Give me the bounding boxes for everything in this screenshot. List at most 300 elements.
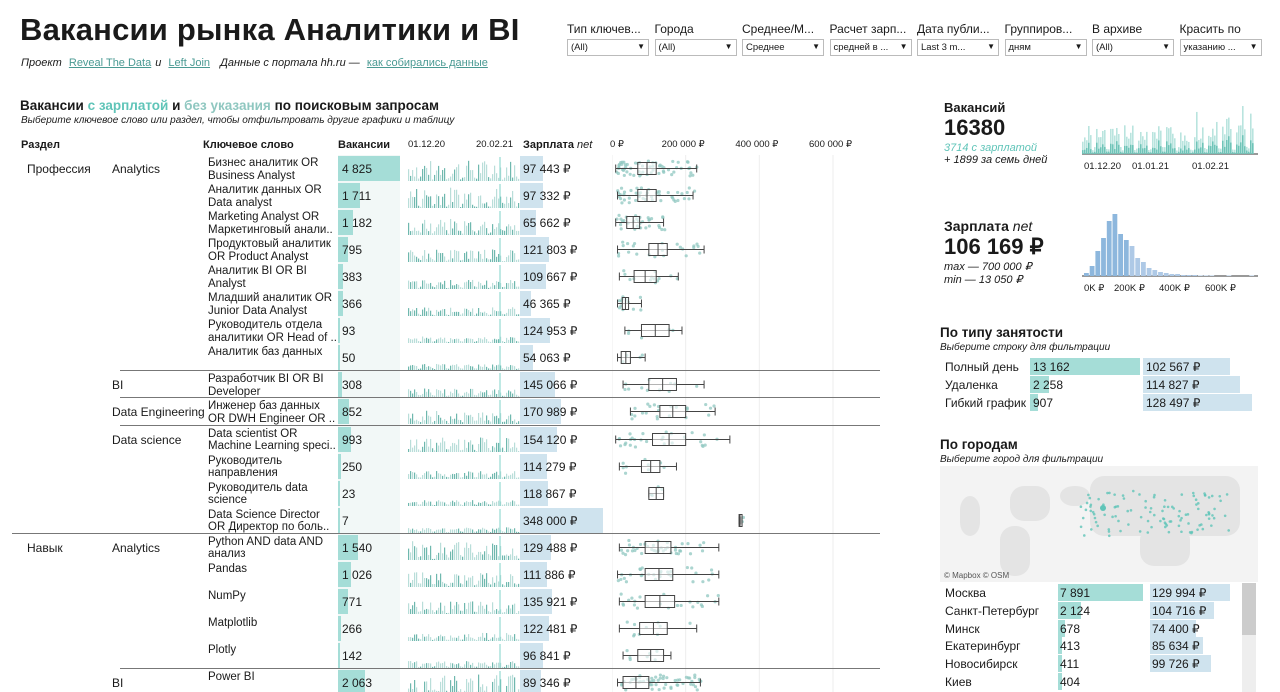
spark-bar (412, 231, 413, 235)
spark-bar (490, 504, 491, 505)
city-dot (1147, 520, 1150, 523)
spark-bar (496, 575, 497, 586)
spark-bar (424, 308, 425, 316)
spark-bar (482, 684, 483, 692)
row-keyword[interactable]: Разработчик BI OR BI Developer (208, 373, 324, 398)
vac-bar-salary (1174, 148, 1176, 154)
row-keyword[interactable]: Plotly (208, 643, 237, 656)
vac-bar-salary (1162, 152, 1164, 154)
spark-bar (486, 339, 487, 343)
vac-bar-salary (1206, 152, 1208, 154)
spark-bar (410, 339, 411, 343)
spark-bar (494, 545, 495, 560)
filter-select[interactable] (655, 39, 737, 56)
row-keyword[interactable]: Продуктовый аналитик OR Product Analyst (208, 238, 331, 263)
spark-bar (498, 442, 499, 451)
row-keyword[interactable]: Младший аналитик OR Junior Data Analyst (208, 292, 333, 317)
city-label: Минск (945, 621, 980, 636)
spark-bar (450, 601, 451, 613)
salary-point (659, 199, 662, 202)
spark-bar (410, 311, 411, 316)
salary-label: Зарплата (523, 139, 574, 151)
spark-bar (442, 197, 443, 208)
row-keyword[interactable]: Data Science Director OR Директор по боль.. (208, 508, 330, 534)
spark-bar (422, 475, 423, 479)
vac-axis-label: 01.01.21 (1132, 161, 1169, 172)
spark-bar (492, 682, 493, 692)
cities-scrollbar[interactable] (1242, 583, 1256, 692)
spark-bar (504, 261, 505, 262)
salary-point (686, 191, 689, 194)
spark-bar (460, 261, 461, 263)
spark-bar (430, 637, 431, 641)
reveal-the-data-link[interactable]: Reveal The Data (68, 57, 152, 69)
salary-point (665, 676, 668, 679)
vac-bar-salary (1180, 149, 1182, 154)
vac-bar-salary (1148, 152, 1150, 154)
vac-bar-salary (1192, 152, 1194, 154)
hist-bar (1187, 275, 1192, 276)
salary-point (658, 164, 661, 167)
spark-bar (426, 547, 427, 560)
spark-bar (410, 191, 411, 208)
city-dot (1197, 502, 1200, 505)
spark-bar (466, 501, 467, 506)
spark-bar (440, 442, 441, 451)
row-sparkline (408, 400, 520, 424)
spark-bar (506, 313, 507, 316)
spark-bar (514, 677, 515, 692)
spark-bar (428, 339, 429, 343)
city-dot (1096, 525, 1099, 528)
spark-bar (484, 338, 485, 344)
salary-point (667, 191, 670, 194)
how-collected-link[interactable]: как собирались данные (366, 57, 488, 69)
row-keyword[interactable]: Аналитик BI OR BI Analyst (208, 265, 307, 290)
spark-bar (508, 176, 509, 181)
spark-bar (458, 195, 459, 208)
row-count: 250 (342, 459, 363, 474)
filter-label: Расчет зарп... (829, 22, 907, 36)
spark-bar (482, 286, 483, 289)
spark-bar (442, 253, 443, 262)
spark-bar (472, 309, 473, 317)
spark-bar (454, 190, 455, 208)
city-row[interactable] (940, 673, 1240, 691)
spark-bar (474, 612, 475, 614)
spark-bar (464, 253, 465, 262)
spark-bar (442, 678, 443, 692)
vac-bar-salary (1104, 147, 1106, 154)
table-row[interactable] (20, 371, 880, 398)
table-row[interactable] (20, 182, 880, 209)
vac-bar-salary (1102, 144, 1104, 154)
spark-bar (460, 610, 461, 613)
spark-bar (414, 546, 415, 560)
spark-bar (478, 580, 479, 586)
spark-bar (510, 226, 511, 235)
left-join-link[interactable]: Left Join (168, 57, 211, 69)
spark-bar (458, 439, 459, 452)
filter-2 (742, 22, 824, 56)
table-row[interactable] (20, 317, 880, 344)
spark-bar (486, 473, 487, 478)
table-row[interactable] (20, 534, 880, 561)
filter-select[interactable] (1005, 39, 1087, 56)
salary-point (701, 580, 704, 583)
spark-bar (458, 231, 459, 235)
spark-bar (498, 311, 499, 316)
city-row[interactable] (940, 637, 1240, 655)
city-dot (1114, 506, 1117, 509)
spark-bar (512, 308, 513, 317)
spark-bar (492, 577, 493, 587)
spark-bar (496, 638, 497, 641)
table-row[interactable] (20, 209, 880, 236)
city-dot (1122, 494, 1125, 497)
city-dot (1090, 528, 1093, 531)
table-row[interactable] (20, 669, 880, 692)
row-keyword[interactable]: Руководитель отдела аналитики OR Head of .. (208, 319, 337, 344)
spark-bar (498, 339, 499, 343)
spark-bar (408, 448, 409, 451)
spark-bar (470, 222, 471, 235)
row-salary: 65 662 ₽ (523, 216, 571, 231)
scrollbar-thumb[interactable] (1242, 583, 1256, 635)
filter-label: Дата публи... (917, 22, 990, 36)
row-salary: 145 066 ₽ (523, 378, 578, 393)
table-row[interactable] (20, 426, 880, 453)
city-row[interactable] (940, 620, 1240, 638)
spark-bar (432, 287, 433, 290)
spark-bar (416, 339, 417, 343)
filter-label: Тип ключев... (567, 22, 641, 36)
spark-bar (454, 676, 455, 692)
spark-bar (436, 170, 437, 181)
row-keyword[interactable]: Marketing Analyst OR Маркетинговый анали.. (208, 211, 333, 236)
salary-point (625, 649, 628, 652)
city-dot (1187, 522, 1190, 525)
vac-bar-salary (1154, 148, 1156, 154)
salary-point (622, 603, 625, 606)
salary-point (691, 580, 694, 583)
row-count: 23 (342, 486, 356, 501)
spark-bar (492, 543, 493, 559)
row-keyword[interactable]: Руководитель направления (208, 454, 283, 480)
hist-bar (1090, 266, 1095, 276)
spark-bar (452, 202, 453, 208)
spark-bar (512, 675, 513, 692)
employment-row[interactable] (940, 358, 1260, 376)
city-dot (1140, 516, 1143, 519)
spark-bar (458, 575, 459, 586)
salary-point (701, 444, 704, 447)
city-dot (1167, 506, 1170, 509)
salary-point (638, 595, 641, 598)
row-keyword[interactable]: NumPy (208, 589, 246, 602)
spark-bar (512, 605, 513, 614)
salary-point (620, 592, 623, 595)
city-row[interactable] (940, 584, 1240, 602)
spark-bar (464, 547, 465, 559)
spark-bar (456, 574, 457, 587)
spark-bar (446, 504, 447, 506)
spark-bar (412, 541, 413, 560)
spark-bar (492, 473, 493, 478)
section-divider (120, 668, 880, 669)
filter-select[interactable] (567, 39, 649, 56)
city-dot (1180, 517, 1183, 520)
spark-bar (462, 342, 463, 344)
table-row[interactable] (20, 344, 880, 371)
salary-point (633, 633, 636, 636)
spark-bar (466, 309, 467, 316)
spark-bar (460, 450, 461, 452)
spark-bar (466, 252, 467, 262)
spark-bar (418, 612, 419, 614)
spark-bar (470, 577, 471, 586)
employment-row[interactable] (940, 376, 1260, 394)
hist-bar (1084, 273, 1089, 276)
city-map[interactable] (940, 466, 1258, 582)
spark-bar (428, 416, 429, 424)
salary-point (619, 223, 622, 226)
spark-bar (422, 224, 423, 235)
filter-value: Среднее (746, 42, 785, 53)
spark-bar (422, 169, 423, 181)
row-keyword[interactable]: Аналитик данных OR Data analyst (208, 184, 322, 209)
spark-bar (432, 206, 433, 208)
city-dot (1144, 506, 1147, 509)
dropdown-arrow-icon: ▼ (812, 42, 820, 51)
spark-bar (420, 233, 421, 236)
spark-bar (442, 582, 443, 587)
row-keyword[interactable]: Руководитель data science (208, 481, 308, 507)
city-dot (1153, 514, 1156, 517)
spark-bar (472, 638, 473, 641)
vac-bar-salary (1140, 144, 1142, 154)
row-boxplot (612, 507, 882, 534)
salary-point (680, 604, 683, 607)
spark-bar (472, 601, 473, 614)
employment-row[interactable] (940, 394, 1260, 412)
spark-bar (480, 637, 481, 641)
salary-point (651, 688, 654, 691)
salary-point (671, 160, 674, 163)
vac-bar-salary (1232, 152, 1234, 154)
salary-point (627, 388, 630, 391)
row-keyword[interactable]: Power BI (208, 670, 255, 683)
spark-bar (408, 637, 409, 641)
table-row[interactable] (20, 480, 880, 507)
salary-point (695, 243, 698, 246)
filter-1 (655, 22, 737, 56)
spark-bar (498, 556, 499, 560)
salary-point (625, 580, 628, 583)
row-count: 7 (342, 513, 349, 528)
salary-point (632, 174, 635, 177)
spark-bar (494, 472, 495, 478)
spark-bar (504, 204, 505, 208)
table-row[interactable] (20, 588, 880, 615)
spark-bar (458, 285, 459, 289)
vac-bar-salary (1132, 145, 1134, 154)
table-row[interactable] (20, 290, 880, 317)
filter-select[interactable] (742, 39, 824, 56)
spark-bar (418, 504, 419, 505)
vac-bar-salary (1246, 151, 1248, 154)
spark-bar (514, 471, 515, 479)
table-row[interactable] (20, 507, 880, 534)
spark-bar (446, 584, 447, 587)
vac-bar-salary (1204, 152, 1206, 154)
spark-bar (448, 557, 449, 559)
row-salary: 154 120 ₽ (523, 432, 578, 447)
sal-axis-label: 400K ₽ (1159, 283, 1190, 294)
salary-point (676, 199, 679, 202)
salary-point (628, 278, 631, 281)
spark-bar (444, 676, 445, 692)
city-dot (1187, 513, 1190, 516)
vac-bar-salary (1094, 152, 1096, 154)
employment-count: 2 258 (1033, 378, 1064, 392)
row-keyword[interactable]: Бизнес аналитик OR Business Analyst (208, 157, 319, 182)
filter-select[interactable] (917, 39, 999, 56)
spark-bar (496, 173, 497, 181)
spark-bar (516, 315, 517, 317)
spark-bar (488, 640, 489, 641)
table-row[interactable] (20, 642, 880, 669)
col-header-salary (523, 139, 592, 151)
spark-bar (476, 504, 477, 505)
row-keyword[interactable]: Pandas (208, 562, 248, 575)
filter-0 (567, 22, 649, 56)
spark-bar (506, 167, 507, 181)
spark-bar (430, 161, 431, 181)
table-row[interactable] (20, 453, 880, 480)
spark-bar (456, 190, 457, 208)
spark-bar (484, 579, 485, 587)
spark-bar (430, 501, 431, 505)
salary-point (676, 604, 679, 607)
spark-bar (476, 341, 477, 343)
filter-select[interactable] (830, 39, 912, 56)
spark-bar (412, 447, 413, 451)
spark-bar (468, 603, 469, 614)
row-keyword[interactable]: Matplotlib (208, 616, 258, 629)
spark-bar (424, 682, 425, 692)
spark-bar (418, 477, 419, 479)
spark-bar (414, 472, 415, 478)
filter-select[interactable] (1180, 39, 1262, 56)
spark-bar (416, 572, 417, 587)
row-keyword[interactable]: Инженер баз данных OR DWH Engineer OR .. (208, 400, 336, 425)
spark-bar (476, 477, 477, 479)
table-row[interactable] (20, 236, 880, 263)
row-keyword[interactable]: Data scientist OR Machine Learning speci.. (208, 427, 336, 452)
city-label: Киев (945, 675, 972, 689)
table-row[interactable] (20, 615, 880, 642)
row-salary: 121 803 ₽ (523, 243, 578, 258)
table-row[interactable] (20, 263, 880, 290)
spark-bar (414, 502, 415, 506)
city-label: Новосибирск (945, 657, 1018, 672)
spark-bar (428, 231, 429, 235)
spark-bar (434, 315, 435, 316)
salary-point (674, 679, 677, 682)
table-row[interactable] (20, 155, 880, 182)
row-boxplot (612, 426, 882, 453)
spark-bar (422, 337, 423, 343)
city-dot (1119, 530, 1122, 533)
vac-bar-salary (1124, 146, 1126, 154)
table-row[interactable] (20, 561, 880, 588)
spark-bar (512, 637, 513, 641)
salary-point (717, 594, 720, 597)
vac-bar-salary (1236, 145, 1238, 154)
salary-point (650, 217, 653, 220)
vac-bar-salary (1164, 152, 1166, 154)
spark-bar (436, 390, 437, 398)
city-row[interactable] (940, 602, 1240, 620)
vac-bar-salary (1136, 153, 1138, 154)
spark-bar (510, 608, 511, 614)
row-keyword[interactable]: Python AND data AND анализ (208, 535, 324, 561)
spark-bar (458, 604, 459, 614)
salary-point (675, 552, 678, 555)
spark-bar (444, 168, 445, 181)
spark-bar (410, 661, 411, 668)
spark-bar (422, 446, 423, 451)
spark-bar (488, 477, 489, 478)
spark-bar (462, 584, 463, 587)
city-dot (1208, 513, 1211, 516)
spark-bar (490, 233, 491, 235)
spark-bar (412, 472, 413, 479)
spark-bar (416, 634, 417, 641)
salary-point (622, 219, 625, 222)
spark-bar (418, 259, 419, 262)
spark-bar (428, 579, 429, 587)
spark-bar (472, 251, 473, 262)
count-bar (338, 454, 341, 479)
vac-bar-salary (1160, 146, 1162, 154)
spark-bar (470, 544, 471, 560)
filter-select[interactable] (1092, 39, 1174, 56)
spark-bar (516, 477, 517, 478)
spark-bar (508, 475, 509, 478)
row-keyword[interactable]: Аналитик баз данных (208, 346, 323, 359)
dropdown-arrow-icon: ▼ (1074, 42, 1083, 51)
row-salary: 46 365 ₽ (523, 297, 571, 312)
salary-point (619, 197, 622, 200)
salary-point (656, 415, 659, 418)
vac-bar-salary (1186, 150, 1188, 154)
salary-point (623, 273, 626, 276)
spark-bar (456, 681, 457, 692)
spark-bar (472, 444, 473, 451)
spark-bar (492, 224, 493, 235)
table-row[interactable] (20, 398, 880, 425)
city-dot (1202, 528, 1205, 531)
spark-bar (440, 311, 441, 317)
row-boxplot (612, 561, 882, 588)
city-row[interactable] (940, 655, 1240, 673)
row-boxplot (612, 371, 882, 398)
spark-bar (450, 250, 451, 262)
salary-point (658, 688, 661, 691)
col-header-date-start: 01.12.20 (408, 139, 445, 150)
